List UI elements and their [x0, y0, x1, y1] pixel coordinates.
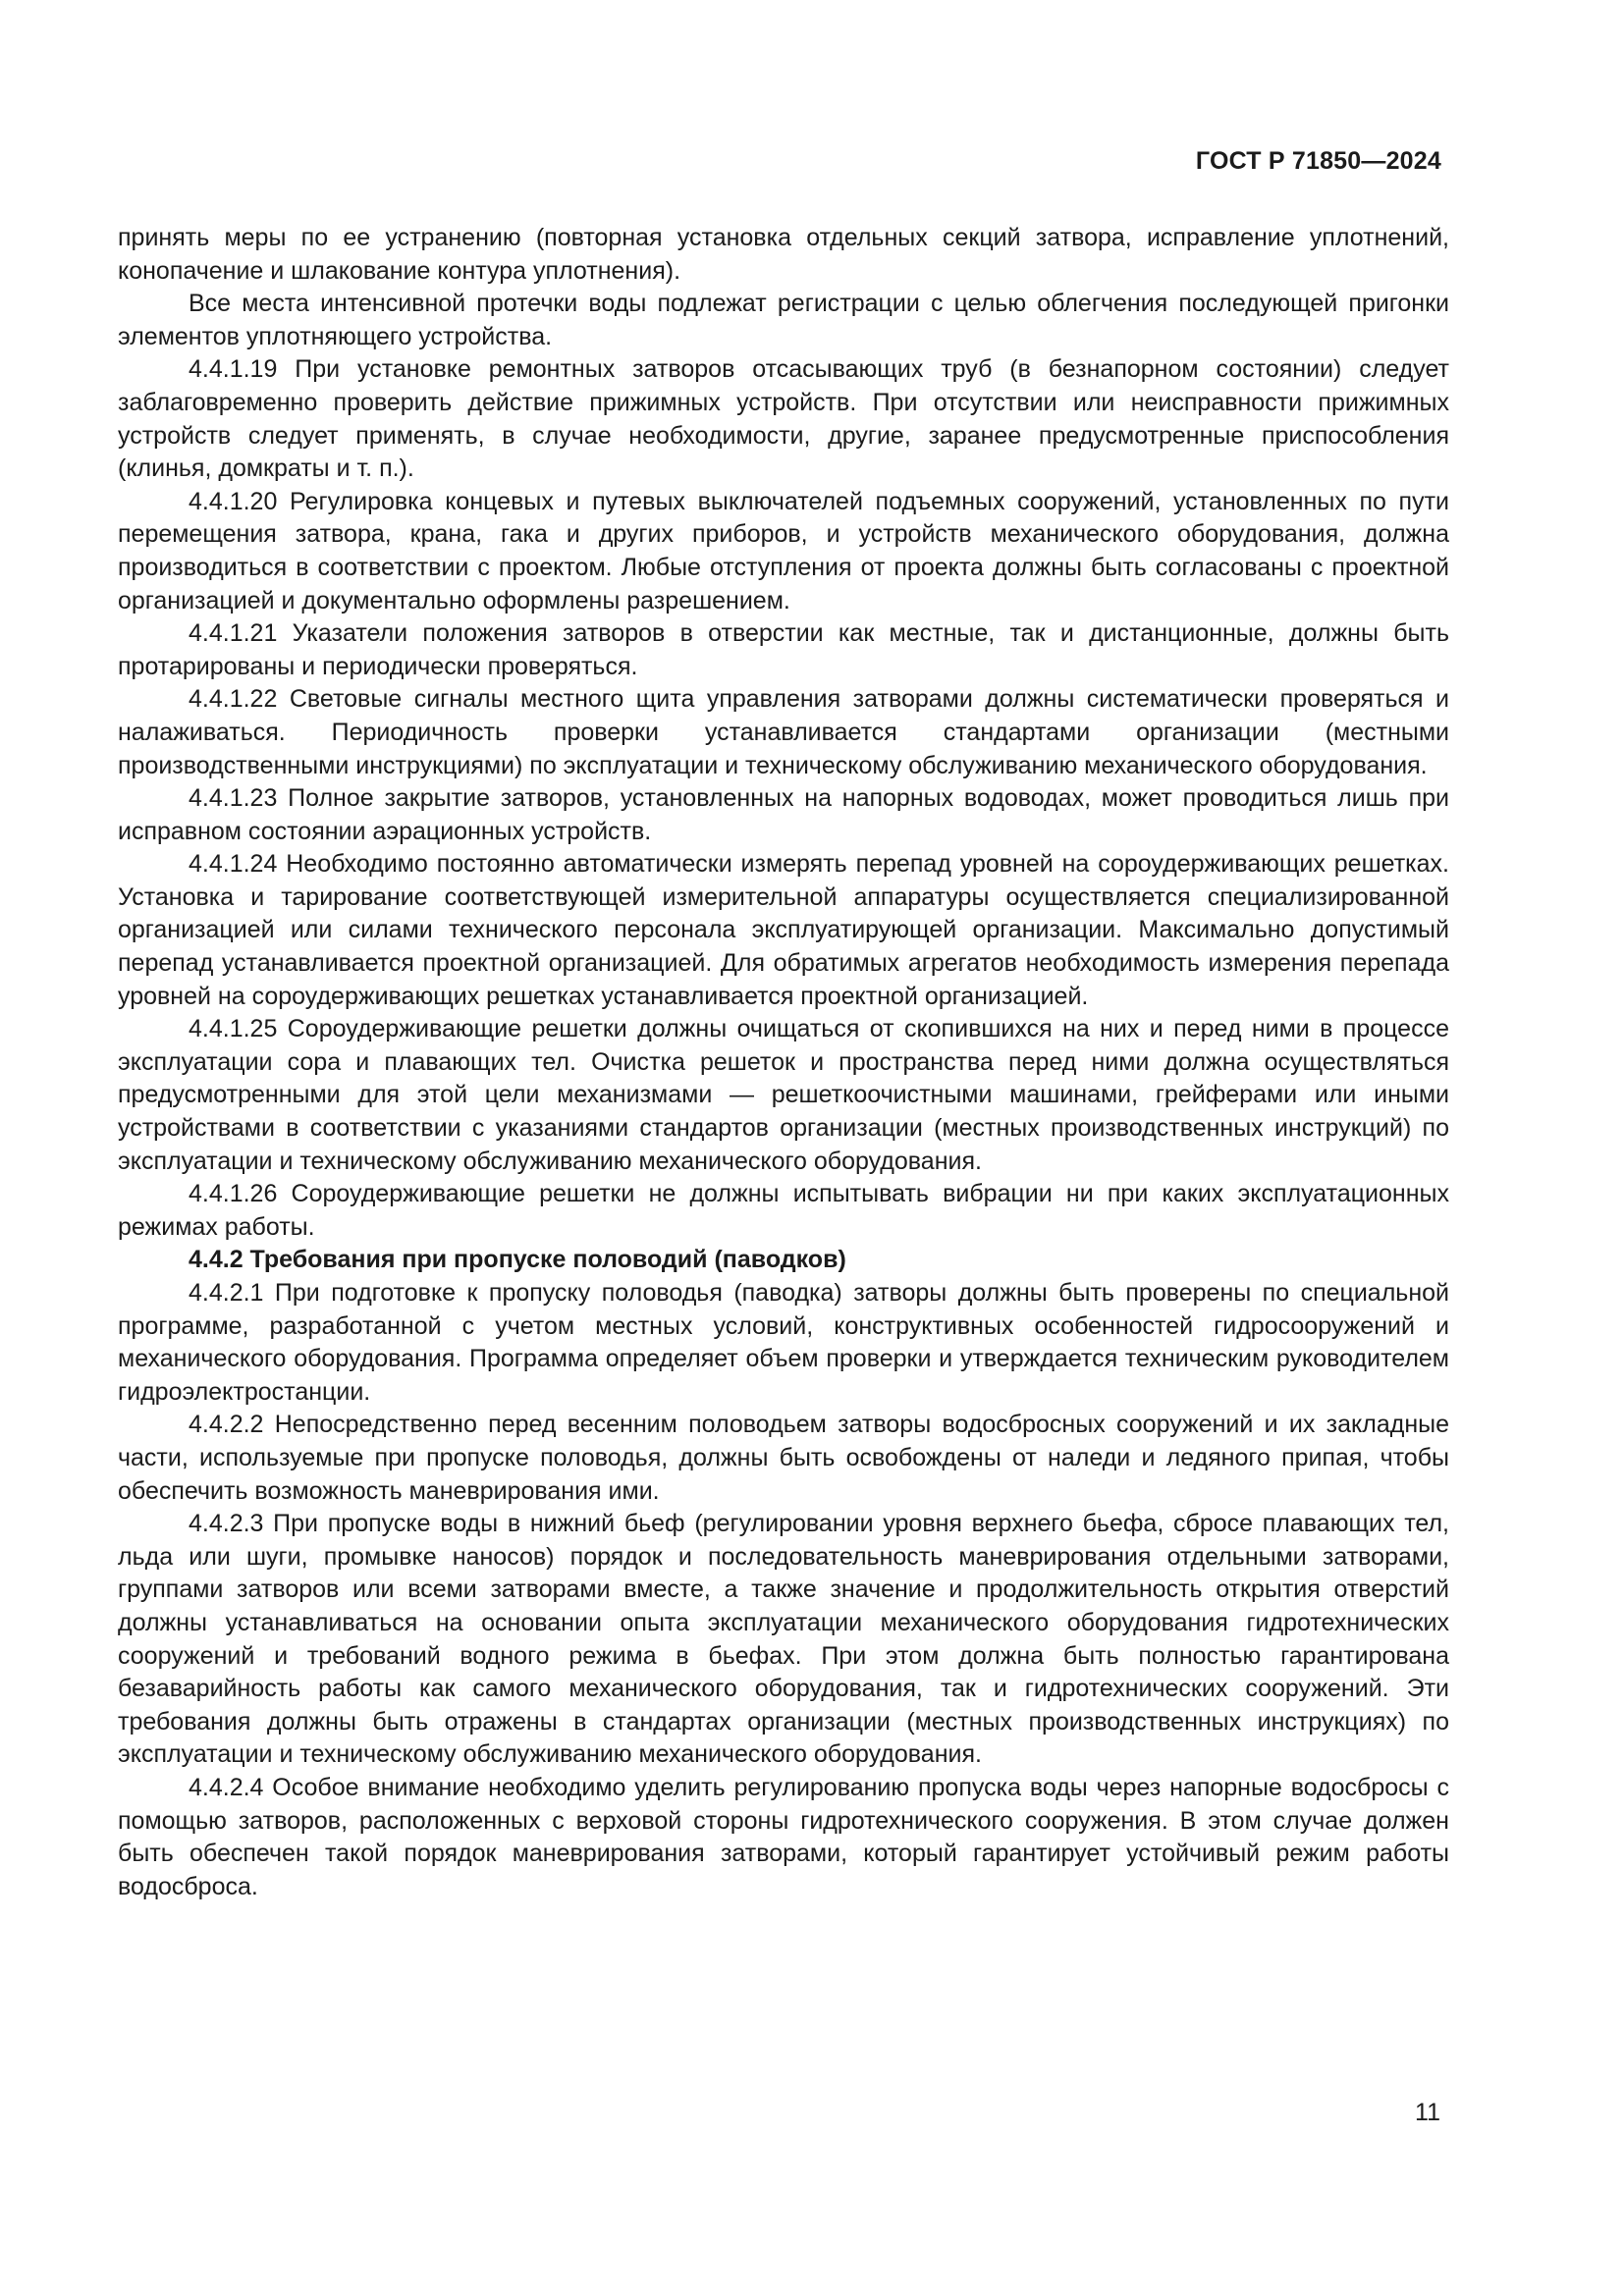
paragraph-continuation: принять меры по ее устранению (повторная установка отдельных секций затвора, исправление уплотнений, конопачение и шлакование контура уплотнения). [118, 224, 1449, 285]
clause-4-4-2-3: 4.4.2.3 При пропуске воды в нижний бьеф (регулировании уровня верхнего бьефа, сбросе плавающих тел, льда или шуги, промывке наносов) порядок и последовательность маневрирования отдельными затворами, группами затворов или всеми затворами вместе, а также значение и продолжительность открытия отверстий должны устанавливаться на основании опыта эксплуатации механического оборудования гидротехнических сооружений и требований водного режима в бьефах. При этом должна быть полностью гарантирована безаварийность работы как самого механического оборудования, так и гидротехнических сооружений. Эти требования должны быть отражены в стандартах организации (местных производственных инструкциях) по эксплуатации и техническому обслуживанию механического оборудования. [118, 1510, 1449, 1769]
clause-4-4-1-26: 4.4.1.26 Сороудерживающие решетки не должны испытывать вибрации ни при каких эксплуатационных режимах работы. [118, 1180, 1449, 1241]
clause-4-4-1-22: 4.4.1.22 Световые сигналы местного щита управления затворами должны систематически проверяться и налаживаться. Периодичность проверки устанавливается стандартами организации (местными производственными инструкциями) по эксплуатации и техническому обслуживанию механического оборудования. [118, 685, 1449, 779]
document-body [118, 222, 1449, 1903]
paragraph-leak-registration: Все места интенсивной протечки воды подлежат регистрации с целью облегчения последующей пригонки элементов уплотняющего устройства. [118, 290, 1449, 350]
clause-4-4-1-21: 4.4.1.21 Указатели положения затворов в отверстии как местные, так и дистанционные, должны быть протарированы и периодически проверяться. [118, 619, 1449, 680]
subsection-heading-4-4-2: 4.4.2 Требования при пропуске половодий (паводков) [189, 1246, 846, 1274]
clause-4-4-1-20: 4.4.1.20 Регулировка концевых и путевых выключателей подъемных сооружений, установленных по пути перемещения затвора, крана, гака и других приборов, и устройств механического оборудования, должна производиться в соответствии с проектом. Любые отступления от проекта должны быть согласованы с проектной организацией и документально оформлены разрешением. [118, 487, 1449, 614]
clause-4-4-2-1: 4.4.2.1 При подготовке к пропуску половодья (паводка) затворы должны быть проверены по специальной программе, разработанной с учетом местных условий, конструктивных особенностей гидросооружений и механического оборудования. Программа определяет объем проверки и утверждается техническим руководителем гидроэлектростанции. [118, 1279, 1449, 1406]
clause-4-4-2-2: 4.4.2.2 Непосредственно перед весенним половодьем затворы водосбросных сооружений и их закладные части, используемые при пропуске половодья, должны быть освобождены от наледи и ледяного припая, чтобы обеспечить возможность маневрирования ими. [118, 1411, 1449, 1505]
clause-4-4-1-23: 4.4.1.23 Полное закрытие затворов, установленных на напорных водоводах, может проводиться лишь при исправном состоянии аэрационных устройств. [118, 784, 1449, 845]
standard-code-header: ГОСТ Р 71850—2024 [1195, 147, 1441, 175]
clause-4-4-1-25: 4.4.1.25 Сороудерживающие решетки должны очищаться от скопившихся на них и перед ними в процессе эксплуатации сора и плавающих тел. Очистка решеток и пространства перед ними должна осуществляться предусмотренными для этой цели механизмами — решеткоочистными машинами, грейферами или иными устройствами в соответствии с указаниями стандартов организации (местных производственных инструкций) по эксплуатации и техническому обслуживанию механического оборудования. [118, 1015, 1449, 1175]
page-number: 11 [1415, 2099, 1440, 2126]
clause-4-4-1-24: 4.4.1.24 Необходимо постоянно автоматически измерять перепад уровней на сороудерживающих решетках. Установка и тарирование соответствующей измерительной аппаратуры осуществляется специализированной организацией или силами технического персонала эксплуатирующей организации. Максимально допустимый перепад устанавливается проектной организацией. Для обратимых агрегатов необходимость измерения перепада уровней на сороудерживающих решетках устанавливается проектной организацией. [118, 850, 1449, 1010]
clause-4-4-1-19: 4.4.1.19 При установке ремонтных затворов отсасывающих труб (в безнапорном состоянии) следует заблаговременно проверить действие прижимных устройств. При отсутствии или неисправности прижимных устройств следует применять, в случае необходимости, другие, заранее предусмотренные приспособления (клинья, домкраты и т. п.). [118, 355, 1449, 483]
clause-4-4-2-4: 4.4.2.4 Особое внимание необходимо уделить регулированию пропуска воды через напорные водосбросы с помощью затворов, расположенных с верховой стороны гидротехнического сооружения. В этом случае должен быть обеспечен такой порядок маневрирования затворами, который гарантирует устойчивый режим работы водосброса. [118, 1773, 1449, 1900]
